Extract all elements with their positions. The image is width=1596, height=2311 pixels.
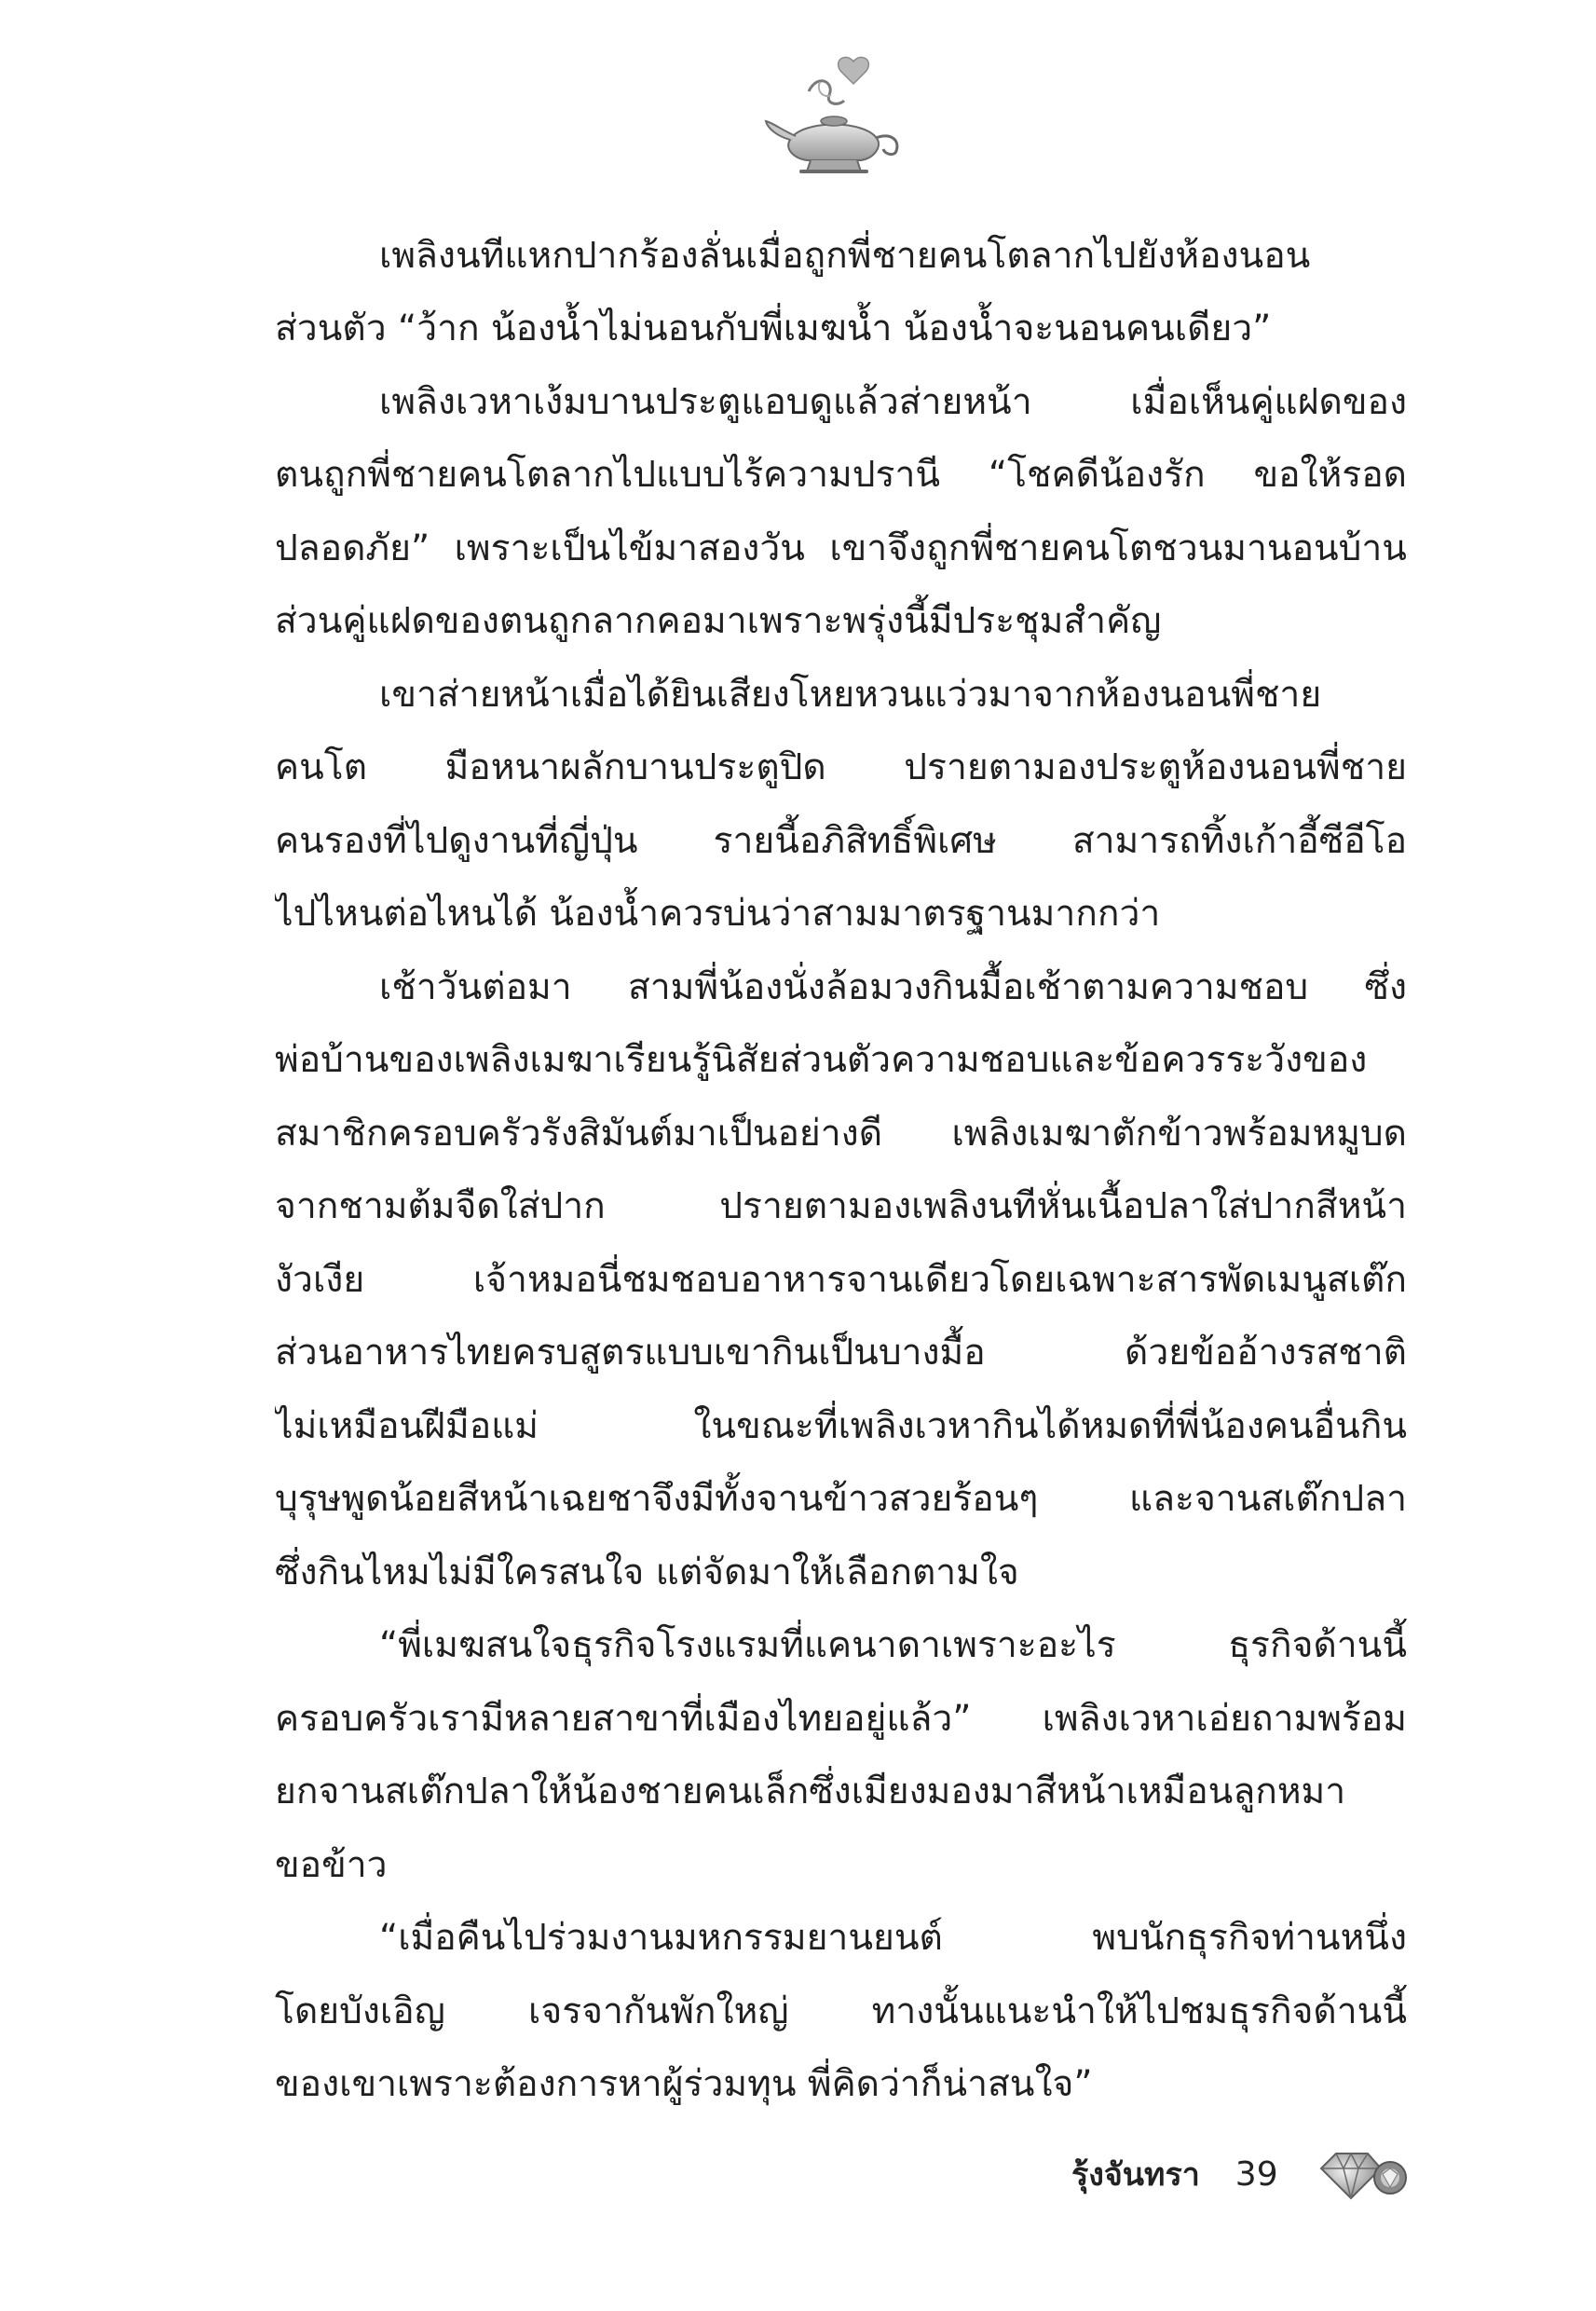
text-line-content: ของเขาเพราะต้องการหาผู้ร่วมทุน พี่คิดว่าก็น่าสนใจ” <box>275 2063 1093 2106</box>
text-line <box>275 365 1407 439</box>
text-word: ตนถูกพี่ชายคนโตลากไปแบบไร้ความปรานี <box>275 454 941 497</box>
text-line <box>275 878 1407 951</box>
text-line-content: เพลิงนทีแหกปากร้องลั่นเมื่อถูกพี่ชายคนโตลากไปยังห้องนอน <box>379 234 1311 277</box>
text-word: คนรองที่ไปดูงานที่ญี่ปุ่น <box>275 819 638 862</box>
text-word: สมาชิกครอบครัวรังสิมันต์มาเป็นอย่างดี <box>275 1112 883 1155</box>
page-number: 39 <box>1235 2154 1278 2194</box>
text-line <box>275 2048 1407 2122</box>
text-word: เพราะเป็นไข้มาสองวัน <box>454 526 805 569</box>
text-word: รายนี้อภิสิทธิ์พิเศษ <box>713 819 997 862</box>
text-line-content: พ่อบ้านของเพลิงเมฆาเรียนรู้นิสัยส่วนตัวความชอบและข้อควรระวังของ <box>275 1039 1368 1082</box>
text-word: ซึ่ง <box>1364 965 1407 1008</box>
genie-lamp-heart-icon <box>764 54 904 185</box>
text-line <box>275 1463 1407 1537</box>
page-footer <box>1071 2141 1444 2207</box>
text-word: พบนักธุรกิจท่านหนึ่ง <box>1092 1917 1407 1960</box>
text-word: ครอบครัวเรามีหลายสาขาที่เมืองไทยอยู่แล้ว” <box>275 1697 972 1740</box>
text-line <box>275 658 1407 732</box>
text-line-content: เขาส่ายหน้าเมื่อได้ยินเสียงโหยหวนแว่วมาจากห้องนอนพี่ชาย <box>379 673 1322 716</box>
text-word: ทางนั้นแนะนำให้ไปชมธุรกิจด้านนี้ <box>871 1990 1407 2032</box>
text-line <box>275 732 1407 805</box>
text-word: “เมื่อคืนไปร่วมงานมหกรรมยานยนต์ <box>379 1917 943 1960</box>
text-word: ในขณะที่เพลิงเวหากินได้หมดที่พี่น้องคนอื่นกิน <box>693 1404 1407 1447</box>
text-line-content: ไปไหนต่อไหนได้ น้องน้ำควรบ่นว่าสามมาตรฐานมากกว่า <box>275 893 1161 936</box>
text-line <box>275 1097 1407 1170</box>
text-line <box>275 1536 1407 1609</box>
text-word: เขาจึงถูกพี่ชายคนโตชวนมานอนบ้าน <box>829 526 1407 569</box>
text-word: เพลิงเมฆาตักข้าวพร้อมหมูบด <box>951 1112 1407 1155</box>
text-word: เจรจากันพักใหญ่ <box>528 1990 789 2032</box>
text-word: จากชามต้มจืดใส่ปาก <box>275 1185 606 1228</box>
text-line <box>275 1828 1407 1902</box>
text-line <box>275 1317 1407 1390</box>
text-word: เมื่อเห็นคู่แฝดของ <box>1130 380 1407 423</box>
text-line <box>275 950 1407 1024</box>
text-word: เพลิงเวหาเง้มบานประตูแอบดูแล้วส่ายหน้า <box>379 380 1032 423</box>
text-line-content: ขอข้าว <box>275 1843 388 1886</box>
text-word: ขอให้รอด <box>1253 454 1407 497</box>
text-word: ธุรกิจด้านนี้ <box>1228 1624 1407 1667</box>
text-word: ปรายตามองเพลิงนทีหั่นเนื้อปลาใส่ปากสีหน้า <box>719 1185 1407 1228</box>
text-line <box>275 293 1407 366</box>
text-line <box>275 1389 1407 1463</box>
text-word: ปรายตามองประตูห้องนอนพี่ชาย <box>904 746 1407 789</box>
text-word: โดยบังเอิญ <box>275 1990 445 2032</box>
text-line-content: ยกจานสเต๊กปลาให้น้องชายคนเล็กซึ่งเมียงมองมาสีหน้าเหมือนลูกหมา <box>275 1771 1346 1813</box>
text-line <box>275 219 1407 293</box>
text-word: “โชคดีน้องรัก <box>988 454 1206 497</box>
text-line <box>275 1243 1407 1317</box>
diamond-gem-icon <box>1316 2146 1409 2202</box>
text-line <box>275 585 1407 659</box>
text-line <box>275 1902 1407 1976</box>
text-line <box>275 1975 1407 2048</box>
text-line-content: ซึ่งกินไหมไม่มีใครสนใจ แต่จัดมาให้เลือกตามใจ <box>275 1551 1019 1593</box>
text-word: คนโต <box>275 746 368 789</box>
text-word: ไม่เหมือนฝีมือแม่ <box>275 1404 539 1447</box>
text-line <box>275 439 1407 513</box>
text-word: ปลอดภัย” <box>275 526 430 569</box>
text-word: มือหนาผลักบานประตูปิด <box>444 746 826 789</box>
text-word: บุรุษพูดน้อยสีหน้าเฉยชาจึงมีทั้งจานข้าวสวยร้อนๆ <box>275 1478 1039 1521</box>
text-line <box>275 1756 1407 1829</box>
text-word: ด้วยข้ออ้างรสชาติ <box>1125 1332 1407 1374</box>
text-line <box>275 804 1407 878</box>
text-line <box>275 1682 1407 1756</box>
text-line <box>275 512 1407 585</box>
text-line <box>275 1609 1407 1683</box>
text-word: เจ้าหมอนี่ชมชอบอาหารจานเดียวโดยเฉพาะสารพัดเมนูสเต๊ก <box>472 1258 1407 1301</box>
text-word: “พี่เมฆสนใจธุรกิจโรงแรมที่แคนาดาเพราะอะไร <box>379 1624 1116 1667</box>
text-word: สามพี่น้องนั่งล้อมวงกินมื้อเช้าตามความชอบ <box>627 965 1309 1008</box>
body-text <box>275 219 1407 2121</box>
text-line-content: ส่วนคู่แฝดของตนถูกลากคอมาเพราะพรุ่งนี้มีประชุมสำคัญ <box>275 600 1162 643</box>
text-word: งัวเงีย <box>275 1258 365 1301</box>
text-word: ส่วนอาหารไทยครบสูตรแบบเขากินเป็นบางมื้อ <box>275 1332 986 1374</box>
text-word: และจานสเต๊กปลา <box>1128 1478 1407 1521</box>
text-line <box>275 1024 1407 1098</box>
book-title: รุ้งจันทรา <box>1071 2156 1200 2194</box>
text-word: เพลิงเวหาเอ่ยถามพร้อม <box>1042 1697 1407 1740</box>
text-line <box>275 1170 1407 1244</box>
text-word: เช้าวันต่อมา <box>379 965 572 1008</box>
text-word: สามารถทิ้งเก้าอี้ซีอีโอ <box>1071 819 1407 862</box>
text-line-content: ส่วนตัว “ว้าก น้องน้ำไม่นอนกับพี่เมฆน้ำ น้องน้ำจะนอนคนเดียว” <box>275 308 1272 350</box>
